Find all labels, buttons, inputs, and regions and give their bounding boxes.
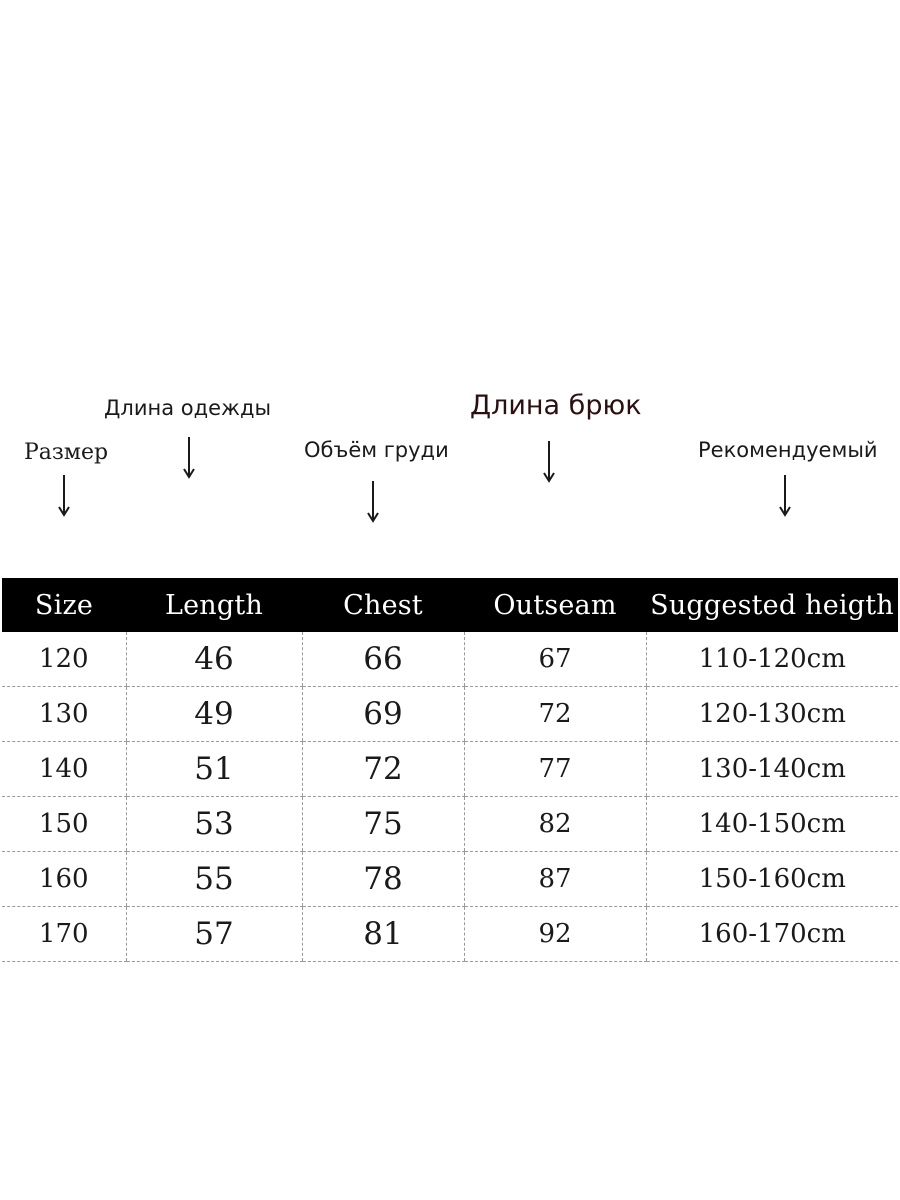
table-header-row — [2, 578, 898, 632]
cell-outseam: 77 — [464, 742, 646, 797]
cell-chest: 81 — [302, 907, 464, 962]
cell-size: 130 — [2, 687, 126, 742]
cell-chest: 72 — [302, 742, 464, 797]
cell-size: 170 — [2, 907, 126, 962]
cell-length: 49 — [126, 687, 302, 742]
cell-outseam: 82 — [464, 797, 646, 852]
cell-chest: 69 — [302, 687, 464, 742]
label-length-ru: Длина одежды — [104, 396, 272, 420]
cell-suggested-height: 150-160cm — [646, 852, 898, 907]
table-row — [2, 742, 898, 797]
cell-chest: 78 — [302, 852, 464, 907]
cell-size: 140 — [2, 742, 126, 797]
cell-length: 46 — [126, 632, 302, 687]
header-size: Size — [2, 578, 126, 632]
cell-size: 150 — [2, 797, 126, 852]
cell-outseam: 92 — [464, 907, 646, 962]
header-chest: Chest — [302, 578, 464, 632]
arrow-down-icon — [365, 480, 381, 524]
cell-length: 53 — [126, 797, 302, 852]
cell-length: 55 — [126, 852, 302, 907]
label-outseam-ru: Длина брюк — [470, 390, 642, 421]
cell-outseam: 67 — [464, 632, 646, 687]
arrow-down-icon — [777, 474, 793, 518]
cell-chest: 75 — [302, 797, 464, 852]
table-row — [2, 687, 898, 742]
label-height-ru: Рекомендуемый — [698, 438, 878, 462]
cell-outseam: 72 — [464, 687, 646, 742]
label-chest-ru: Объём груди — [304, 438, 449, 462]
header-suggested-height: Suggested heigth — [646, 578, 898, 632]
cell-suggested-height: 140-150cm — [646, 797, 898, 852]
cell-size: 120 — [2, 632, 126, 687]
table-row — [2, 907, 898, 962]
cell-suggested-height: 130-140cm — [646, 742, 898, 797]
arrow-down-icon — [56, 474, 72, 518]
cell-suggested-height: 120-130cm — [646, 687, 898, 742]
table-row — [2, 852, 898, 907]
cell-size: 160 — [2, 852, 126, 907]
cell-suggested-height: 110-120cm — [646, 632, 898, 687]
size-chart-table — [2, 578, 898, 962]
cell-chest: 66 — [302, 632, 464, 687]
header-length: Length — [126, 578, 302, 632]
cell-suggested-height: 160-170cm — [646, 907, 898, 962]
label-size-ru: Размер — [24, 440, 109, 465]
arrow-down-icon — [541, 440, 557, 484]
header-outseam: Outseam — [464, 578, 646, 632]
table-row — [2, 797, 898, 852]
cell-length: 51 — [126, 742, 302, 797]
cell-outseam: 87 — [464, 852, 646, 907]
table-row — [2, 632, 898, 687]
cell-length: 57 — [126, 907, 302, 962]
arrow-down-icon — [181, 436, 197, 480]
